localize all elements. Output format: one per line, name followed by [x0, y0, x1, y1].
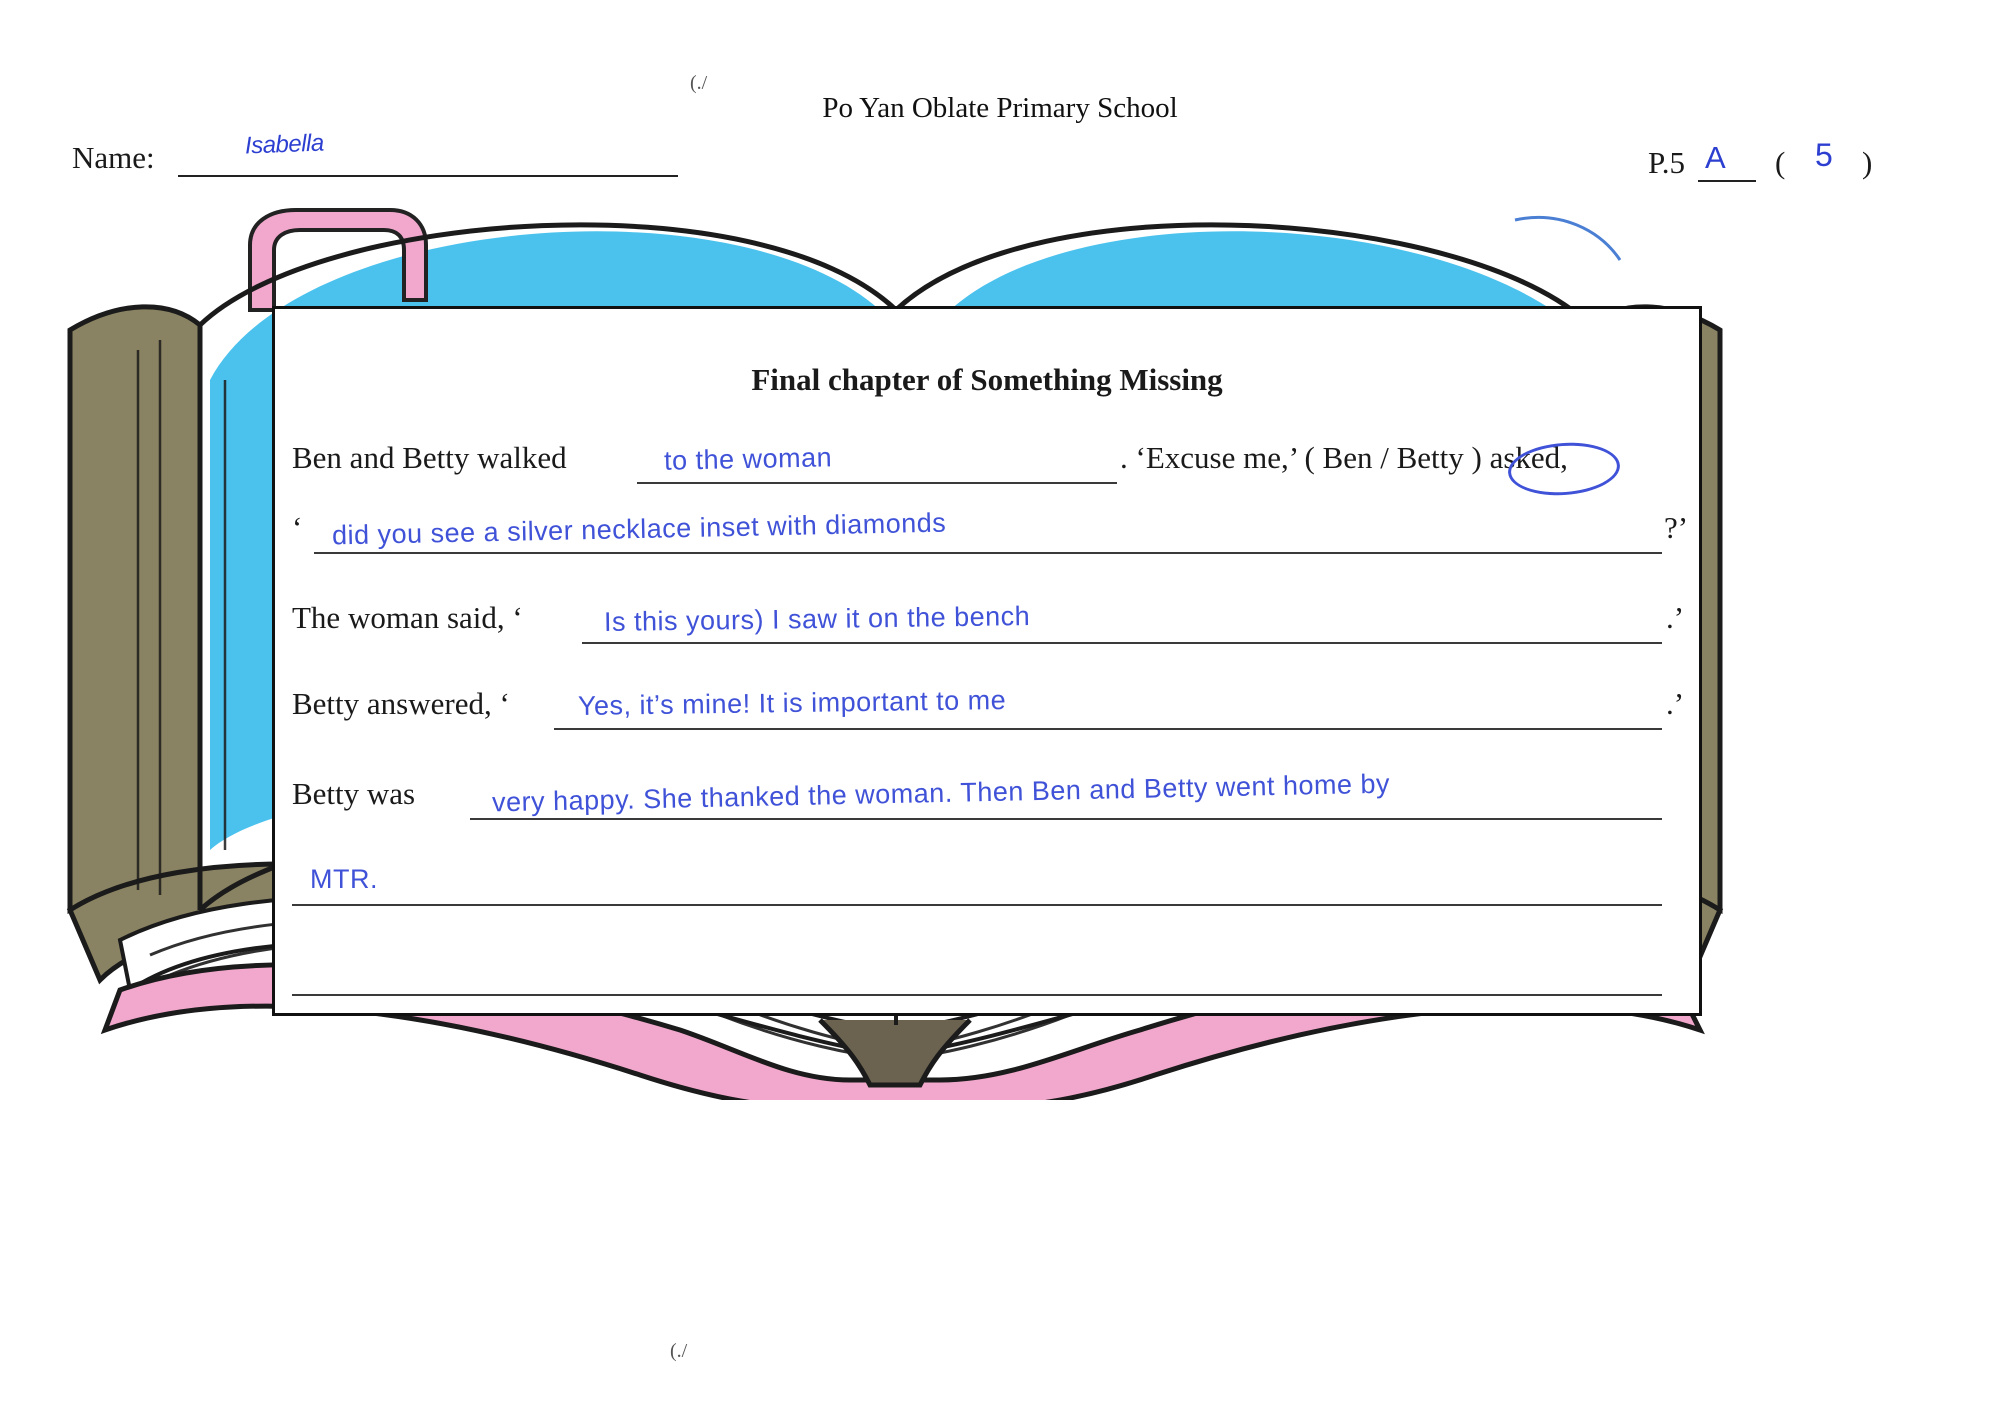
- line-2-printed-after: ?’: [1664, 510, 1689, 545]
- line-7-rule[interactable]: [292, 994, 1662, 996]
- line-2-rule[interactable]: [314, 552, 1662, 554]
- class-label: P.5: [1648, 145, 1686, 180]
- worksheet-title: Final chapter of Something Missing: [751, 362, 1223, 397]
- line-3-printed-after: .’: [1666, 600, 1685, 635]
- number-field-value: 5: [1815, 137, 1833, 173]
- line-5-answer: very happy. She thanked the woman. Then Ben and Betty went home by: [491, 768, 1391, 818]
- line-3-answer: Is this yours) I saw it on the bench: [603, 601, 1031, 637]
- school-name: Po Yan Oblate Primary School: [822, 92, 1178, 124]
- line-4-printed-after: .’: [1666, 686, 1685, 721]
- number-paren-close: ): [1862, 145, 1873, 180]
- story-line-7: [292, 952, 1682, 1014]
- class-field-value: A: [1705, 140, 1726, 175]
- story-line-5: [292, 768, 1682, 838]
- line-1-printed-before: Ben and Betty walked: [292, 440, 567, 475]
- line-5-rule[interactable]: [470, 818, 1662, 820]
- line-1-answer: to the woman: [663, 442, 833, 476]
- line-3-printed-before: The woman said, ‘: [292, 600, 523, 635]
- stray-pencil-mark-top: (./: [690, 72, 708, 94]
- line-3-rule[interactable]: [582, 642, 1662, 644]
- line-4-answer: Yes, it’s mine! It is important to me: [577, 685, 1007, 721]
- line-1-rule[interactable]: [637, 482, 1117, 484]
- name-label: Name:: [72, 140, 155, 175]
- line-6-answer: MTR.: [310, 864, 378, 894]
- story-line-6: [292, 862, 1682, 924]
- story-line-2: [292, 507, 1689, 572]
- line-5-printed-before: Betty was: [292, 776, 416, 811]
- story-line-1: [292, 440, 1682, 502]
- stray-pencil-mark-bottom: (./: [670, 1340, 688, 1362]
- line-2-printed-before: ‘: [292, 510, 303, 545]
- line-2-answer: did you see a silver necklace inset with diamonds: [331, 507, 947, 551]
- line-4-printed-before: Betty answered, ‘: [292, 686, 510, 721]
- line-4-rule[interactable]: [554, 728, 1662, 730]
- name-field-value: Isabella: [244, 129, 325, 160]
- story-line-4: [292, 685, 1685, 748]
- number-paren-open: (: [1775, 145, 1786, 180]
- line-1-printed-after: . ‘Excuse me,’ ( Ben / Betty ) asked,: [1120, 440, 1568, 475]
- line-6-rule[interactable]: [292, 904, 1662, 906]
- story-line-3: [292, 600, 1685, 662]
